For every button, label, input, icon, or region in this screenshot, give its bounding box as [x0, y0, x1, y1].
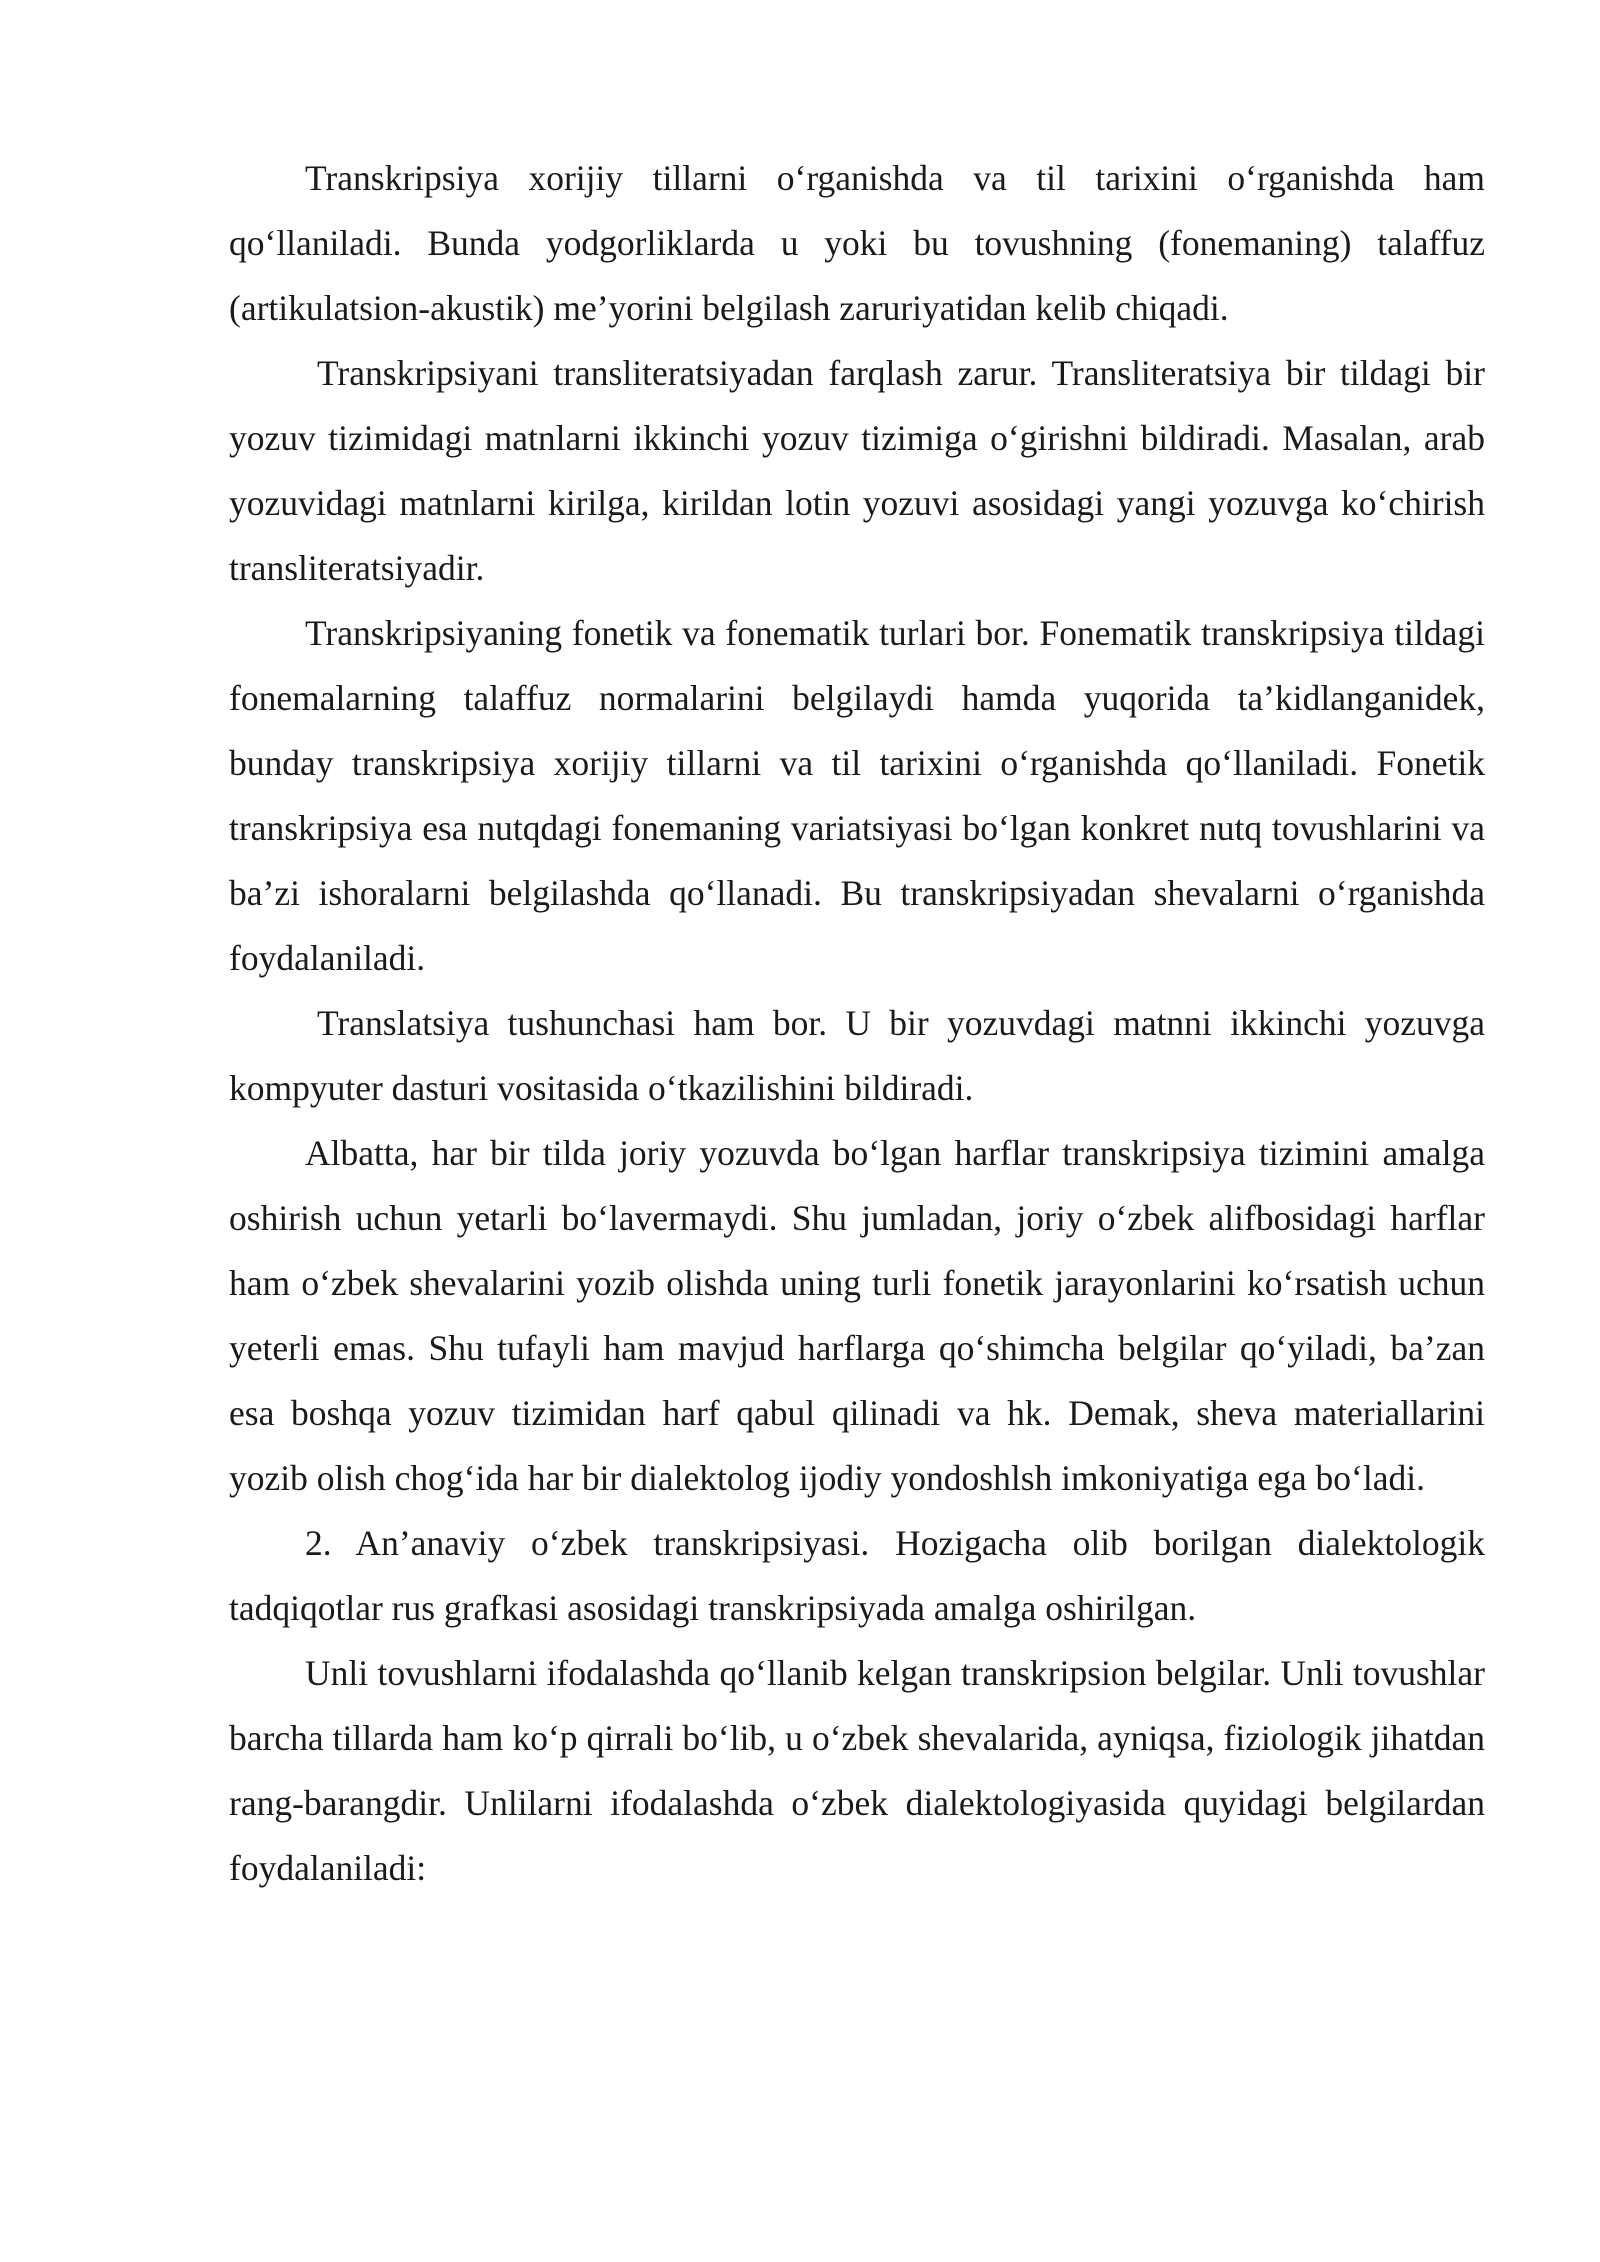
paragraph-traditional-transcription: 2. An’anaviy o‘zbek transkripsiyasi. Hozigacha olib borilgan dialektologik tadqiqotlar rus grafkasi asosidagi transkripsiyada amalga oshirilgan. — [229, 1523, 1485, 1628]
paragraph-translation: Translatsiya tushunchasi ham bor. U bir yozuvdagi matnni ikkinchi yozuvga kompyuter dasturi vositasida o‘tkazilishini bildiradi. — [229, 1003, 1485, 1108]
paragraph-vowel-symbols: Unli tovushlarni ifodalashda qo‘llanib kelgan transkripsion belgilar. Unli tovushlar barcha tillarda ham ko‘p qirrali bo‘lib, u o‘zbek shevalarida, ayniqsa, fiziologik jihatdan rang-barangdir. Unlilarni ifodalashda o‘zbek dialektologiyasida quyidagi belgilardan foydalaniladi: — [229, 1653, 1485, 1888]
document-body — [229, 146, 1485, 1901]
paragraph-alphabet-letters: Albatta, har bir tilda joriy yozuvda bo‘lgan harflar transkripsiya tizimini amalga oshirish uchun yetarli bo‘lavermaydi. Shu jumladan, joriy o‘zbek alifbosidagi harflar ham o‘zbek shevalarini yozib olishda uning turli fonetik jarayonlarini ko‘rsatish uchun yeterli emas. Shu tufayli ham mavjud harflarga qo‘shimcha belgilar qo‘yiladi, ba’zan esa boshqa yozuv tizimidan harf qabul qilinadi va hk. Demak, sheva materiallarini yozib olish chog‘ida har bir dialektolog ijodiy yondoshlsh imkoniyatiga ega bo‘ladi. — [229, 1133, 1485, 1498]
paragraph-transcription-types: Transkripsiyaning fonetik va fonematik turlari bor. Fonematik transkripsiya tildagi fonemalarning talaffuz normalarini belgilaydi hamda yuqorida ta’kidlanganidek, bunday transkripsiya xorijiy tillarni va til tarixini o‘rganishda qo‘llaniladi. Fonetik transkripsiya esa nutqdagi fonemaning variatsiyasi bo‘lgan konkret nutq tovushlarini va ba’zi ishoralarni belgilashda qo‘llanadi. Bu transkripsiyadan shevalarni o‘rganishda foydalaniladi. — [229, 613, 1485, 978]
paragraph-transliteration: Transkripsiyani transliteratsiyadan farqlash zarur. Transliteratsiya bir tildagi bir yozuv tizimidagi matnlarni ikkinchi yozuv tizimiga o‘girishni bildiradi. Masalan, arab yozuvidagi matnlarni kirilga, kirildan lotin yozuvi asosidagi yangi yozuvga ko‘chirish transliteratsiyadir. — [229, 353, 1485, 588]
paragraph-transcription-usage: Transkripsiya xorijiy tillarni o‘rganishda va til tarixini o‘rganishda ham qo‘llaniladi. Bunda yodgorliklarda u yoki bu tovushning (fonemaning) talaffuz (artikulatsion-akustik) me’yorini belgilash zaruriyatidan kelib chiqadi. — [229, 158, 1485, 328]
